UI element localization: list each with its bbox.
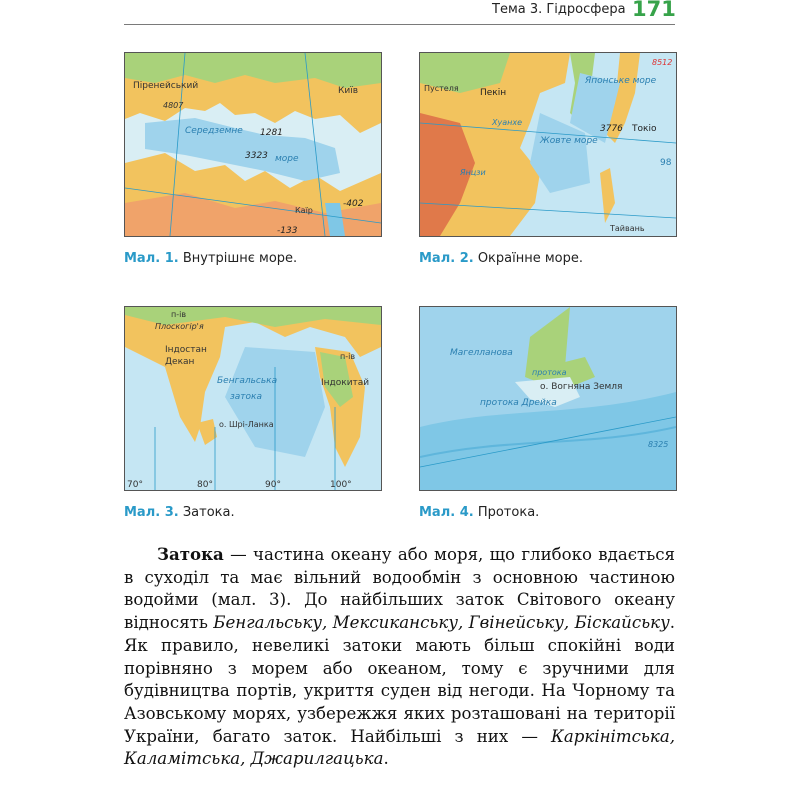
- ukraine-bays-list: Каркінітська, Каламітська, Джарилгацька: [124, 726, 675, 769]
- map2-label-tokyo: Токіо: [632, 124, 657, 134]
- caption-fig1-label: Мал. 1.: [124, 251, 179, 266]
- map3-label-peninsula2: п-ів: [340, 352, 356, 361]
- map3-label-indochina: Індокитай: [321, 378, 370, 388]
- map4-label-8325: 8325: [648, 440, 669, 449]
- map1-label-kyiv: Київ: [338, 86, 359, 96]
- body-paragraph: [124, 543, 675, 771]
- map2-label-huanghe: Хуанхе: [492, 118, 523, 127]
- map4-label-tierra: о. Вогняна Земля: [540, 382, 623, 392]
- map1-label-pyrenean: Піренейський: [133, 81, 199, 91]
- map1-label-402: -402: [343, 199, 364, 209]
- caption-fig4: [419, 505, 539, 520]
- map2-label-8512: 8512: [652, 58, 673, 67]
- map-bay: [124, 306, 382, 491]
- map3-label-sri-lanka: о. Шрі-Ланка: [219, 420, 274, 429]
- map3-label-90: 90°: [265, 480, 281, 490]
- map2-label-japan-sea: Японське море: [585, 76, 657, 86]
- map3-label-plateau: Плоскогір'я: [155, 322, 204, 331]
- map1-label-133: -133: [277, 226, 298, 236]
- map2-label-yellow-sea: Жовте море: [540, 136, 598, 146]
- caption-fig4-title: Протока.: [477, 505, 540, 520]
- map2-label-yangtze: Янцзи: [460, 168, 486, 177]
- map3-label-100: 100°: [330, 480, 352, 490]
- map1-label-1281: 1281: [260, 128, 283, 138]
- caption-fig2: [419, 251, 583, 266]
- map4-label-drake: протока Дрейка: [480, 398, 557, 408]
- map4-label-magellan: Магелланова: [450, 348, 513, 358]
- map1-label-sea1: Середземне: [185, 126, 243, 136]
- caption-fig2-title: Окраїнне море.: [477, 251, 584, 266]
- body-part2: . Як правило, невеликі затоки мають більш спокійні води порівняно з морем або океаном, тому є зручними для будівництва портів, укриття суден від негоди. На Чорному та Азовському морях, узбережжя яких розташовані на території України, багато заток. Найбільші з них —: [124, 613, 675, 746]
- map2-label-desert: Пустеля: [424, 84, 459, 93]
- map3-label-bengal: Бенгальська: [217, 376, 278, 386]
- caption-fig4-label: Мал. 4.: [419, 505, 474, 520]
- map3-label-peninsula1: п-ів: [171, 310, 187, 319]
- map2-label-beijing: Пекін: [480, 88, 507, 98]
- map1-label-4807: 4807: [163, 101, 184, 110]
- page-number: 171: [632, 0, 676, 21]
- caption-fig3: [124, 505, 235, 520]
- map-strait: [419, 306, 677, 491]
- map1-label-3323: 3323: [245, 151, 268, 161]
- map3-label-deccan: Декан: [165, 357, 195, 367]
- caption-fig1: [124, 251, 297, 266]
- map3-label-70: 70°: [127, 480, 143, 490]
- map2-label-taiwan: Тайвань: [610, 224, 645, 233]
- map1-label-cairo: Каїр: [295, 206, 313, 215]
- map-marginal-sea: [419, 52, 677, 237]
- caption-fig2-label: Мал. 2.: [419, 251, 474, 266]
- map2-label-98: 98: [660, 158, 672, 168]
- map1-label-sea2: море: [275, 154, 299, 164]
- map3-label-80: 80°: [197, 480, 213, 490]
- caption-fig3-label: Мал. 3.: [124, 505, 179, 520]
- header-topic: Тема 3. Гідросфера: [492, 2, 626, 17]
- map2-label-3776: 3776: [600, 124, 623, 134]
- header-rule: [124, 24, 675, 25]
- term-bay: Затока: [157, 544, 224, 564]
- largest-bays-list: Бенгальську, Мексиканську, Гвінейську, Біскайську: [213, 613, 670, 633]
- map3-label-hindustan: Індостан: [165, 345, 207, 355]
- map3-label-bay: затока: [230, 392, 263, 402]
- caption-fig3-title: Затока.: [182, 505, 235, 520]
- map-inland-sea: [124, 52, 382, 237]
- caption-fig1-title: Внутрішнє море.: [182, 251, 298, 266]
- body-part1: — частина океану або моря, що глибоко вдається в суходіл та має вільний водообмін з основною частиною водойми (мал. 3). До найбільших заток Світового океану відносять: [124, 545, 675, 633]
- body-part3: .: [383, 749, 389, 769]
- map4-label-strait: протока: [532, 368, 567, 377]
